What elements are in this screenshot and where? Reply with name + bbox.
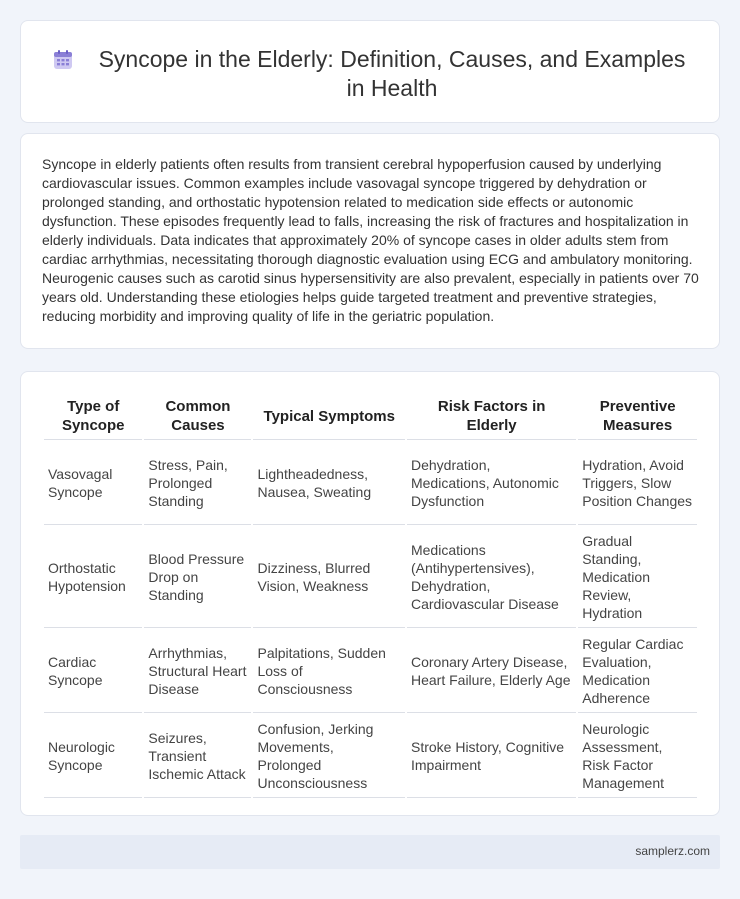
table-card bbox=[20, 371, 720, 816]
cell-symptoms: Palpitations, Sudden Loss of Consciousness bbox=[253, 630, 405, 713]
page-title: Syncope in the Elderly: Definition, Causes, and Examples in Health bbox=[98, 46, 686, 101]
header-risk-factors: Risk Factors in Elderly bbox=[407, 394, 576, 440]
cell-causes: Stress, Pain, Prolonged Standing bbox=[144, 442, 251, 525]
cell-type: Neurologic Syncope bbox=[44, 715, 142, 798]
cell-causes: Seizures, Transient Ischemic Attack bbox=[144, 715, 251, 798]
summary-text: Syncope in elderly patients often results from transient cerebral hypoperfusion caused by underlying cardiovascular issues. Common examples include vasovagal syncope triggered by dehydration or prolonged standing, and orthostatic hypotension related to medication side effects or autonomic dysfunction. These episodes frequently lead to falls, increasing the risk of fractures and hospitalization in elderly individuals. Data indicates that approximately 20% of syncope cases in older adults stem from cardiac arrhythmias, necessitating thorough diagnostic evaluation using ECG and ambulatory monitoring. Neurogenic causes such as carotid sinus hypersensitivity are also prevalent, especially in patients over 70 years old. Understanding these etiologies helps guide targeted treatment and preventive strategies, reducing morbidity and improving quality of life in the geriatric population. bbox=[42, 156, 699, 324]
cell-preventive: Regular Cardiac Evaluation, Medication Adherence bbox=[578, 630, 697, 713]
footer-site-link[interactable]: samplerz.com bbox=[635, 844, 710, 858]
header-preventive: Preventive Measures bbox=[578, 394, 697, 440]
table-row bbox=[44, 715, 697, 798]
cell-causes: Arrhythmias, Structural Heart Disease bbox=[144, 630, 251, 713]
cell-type: Cardiac Syncope bbox=[44, 630, 142, 713]
cell-symptoms: Confusion, Jerking Movements, Prolonged Unconsciousness bbox=[253, 715, 405, 798]
table-row bbox=[44, 527, 697, 628]
header-symptoms: Typical Symptoms bbox=[253, 394, 405, 440]
syncope-table bbox=[42, 392, 699, 800]
cell-risk-factors: Coronary Artery Disease, Heart Failure, Elderly Age bbox=[407, 630, 576, 713]
header-causes: Common Causes bbox=[144, 394, 251, 440]
table-header-row bbox=[44, 394, 697, 440]
cell-risk-factors: Medications (Antihypertensives), Dehydration, Cardiovascular Disease bbox=[407, 527, 576, 628]
cell-type: Vasovagal Syncope bbox=[44, 442, 142, 525]
cell-symptoms: Lightheadedness, Nausea, Sweating bbox=[253, 442, 405, 525]
cell-causes: Blood Pressure Drop on Standing bbox=[144, 527, 251, 628]
table-row bbox=[44, 442, 697, 525]
summary-card bbox=[20, 133, 720, 349]
cell-type: Orthostatic Hypotension bbox=[44, 527, 142, 628]
cell-risk-factors: Stroke History, Cognitive Impairment bbox=[407, 715, 576, 798]
title-card bbox=[20, 20, 720, 123]
cell-preventive: Hydration, Avoid Triggers, Slow Position Changes bbox=[578, 442, 697, 525]
cell-preventive: Gradual Standing, Medication Review, Hydration bbox=[578, 527, 697, 628]
header-type: Type of Syncope bbox=[44, 394, 142, 440]
cell-symptoms: Dizziness, Blurred Vision, Weakness bbox=[253, 527, 405, 628]
cell-preventive: Neurologic Assessment, Risk Factor Management bbox=[578, 715, 697, 798]
table-row bbox=[44, 630, 697, 713]
footer bbox=[20, 835, 720, 869]
cell-risk-factors: Dehydration, Medications, Autonomic Dysfunction bbox=[407, 442, 576, 525]
